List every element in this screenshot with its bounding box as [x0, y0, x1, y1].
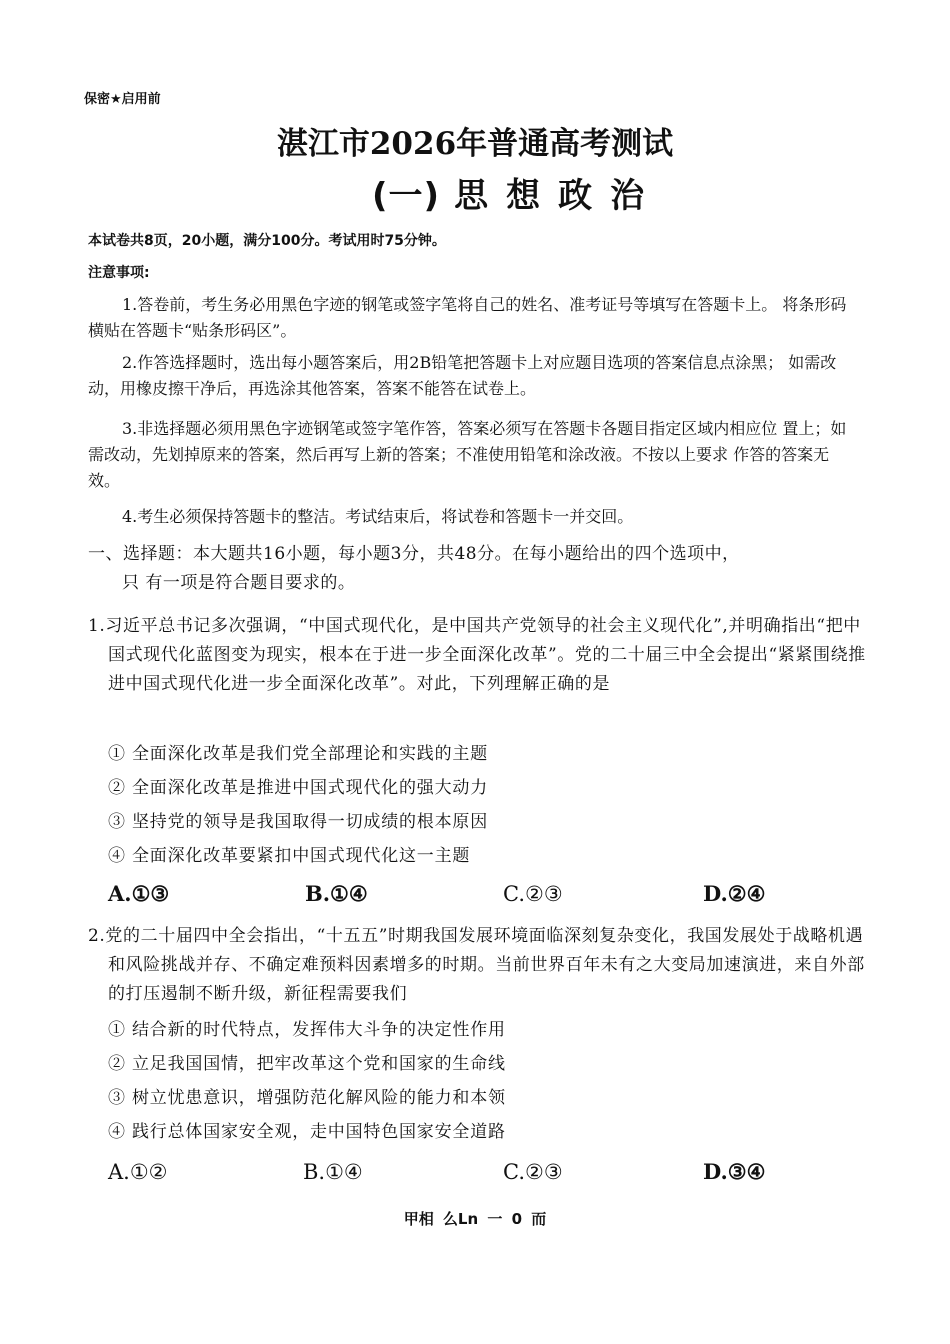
exam-title: 湛江市2026年普通高考测试	[276, 126, 674, 162]
question-1-stem: 1.习近平总书记多次强调，“中国式现代化，是中国共产党领导的社会主义现代化”,并明确指出“把中国式现代化蓝图变为现实，根本在于进一步全面深化改革”。党的二十届三中全会提出“紧紧围绕推进中国式现代化进一步全面深化改革”。对此，下列理解正确的是	[88, 616, 866, 694]
question-2-option-b: B.①④	[303, 1160, 363, 1184]
question-2-stem: 2.党的二十届四中全会指出，“十五五”时期我国发展环境面临深刻复杂变化，我国发展处于战略机遇和风险挑战并存、不确定难预料因素增多的时期。当前世界百年未有之大变局加速演进，来自外部的打压遏制不断升级，新征程需要我们	[88, 926, 865, 1004]
question-1-item-2: ② 全面深化改革是推进中国式现代化的强大动力	[108, 778, 489, 798]
notice-item-1: 1.答卷前，考生务必用黑色字迹的钢笔或签字笔将自己的姓名、准考证号等填写在答题卡上。 将条形码横贴在答题卡“贴条形码区”。	[88, 295, 847, 340]
question-2-item-2: ② 立足我国国情，把牢改革这个党和国家的生命线	[108, 1054, 506, 1074]
question-1-option-c: C.②③	[503, 882, 563, 906]
question-2-option-c: C.②③	[503, 1160, 563, 1184]
confidential-mark: 保密★启用前	[84, 92, 161, 107]
question-2-option-d: D.③④	[703, 1159, 766, 1184]
subject-title	[372, 168, 662, 217]
question-2-item-3: ③ 树立忧患意识，增强防范化解风险的能力和本领	[108, 1088, 506, 1108]
section-heading	[88, 540, 858, 598]
question-1-option-d: D.②④	[703, 881, 766, 906]
exam-info: 本试卷共8页，20小题，满分100分。考试用时75分钟。	[88, 233, 446, 249]
question-1-option-b: B.①④	[305, 881, 368, 906]
question-1-item-4: ④ 全面深化改革要紧扣中国式现代化这一主题	[108, 846, 471, 866]
title-paren: (一)	[372, 176, 441, 216]
question-1-item-1: ① 全面深化改革是我们党全部理论和实践的主题	[108, 744, 489, 764]
notice-item-2: 2.作答选择题时，选出每小题答案后，用2B铅笔把答题卡上对应题目选项的答案信息点涂黑； 如需改动，用橡皮擦干净后，再选涂其他答案，答案不能答在试卷上。	[88, 353, 837, 398]
notice-heading: 注意事项:	[88, 265, 150, 281]
question-2-item-4: ④ 践行总体国家安全观，走中国特色国家安全道路	[108, 1122, 506, 1142]
question-2-option-a: A.①②	[108, 1160, 168, 1184]
section-heading-line1: 一、选择题：本大题共16小题，每小题3分，共48分。在每小题给出的四个选项中，	[88, 544, 740, 564]
question-1-item-3: ③ 坚持党的领导是我国取得一切成绩的根本原因	[108, 812, 489, 832]
section-heading-line2: 只 有一项是符合题目要求的。	[122, 573, 356, 593]
notice-item-3: 3.非选择题必须用黑色字迹钢笔或签字笔作答，答案必须写在答题卡各题目指定区域内相应位 置上；如需改动，先划掉原来的答案，然后再写上新的答案；不准使用铅笔和涂改液。不按以上要求 作答的答案无效。	[88, 419, 847, 490]
subject-name: 思想政治	[454, 176, 663, 216]
page-footer: 甲相 么Ln 一 0 而	[403, 1210, 547, 1228]
question-1-option-a: A.①③	[108, 881, 170, 906]
notice-item-4: 4.考生必须保持答题卡的整洁。考试结束后，将试卷和答题卡一并交回。	[122, 507, 634, 526]
question-2-item-1: ① 结合新的时代特点，发挥伟大斗争的决定性作用	[108, 1020, 506, 1040]
